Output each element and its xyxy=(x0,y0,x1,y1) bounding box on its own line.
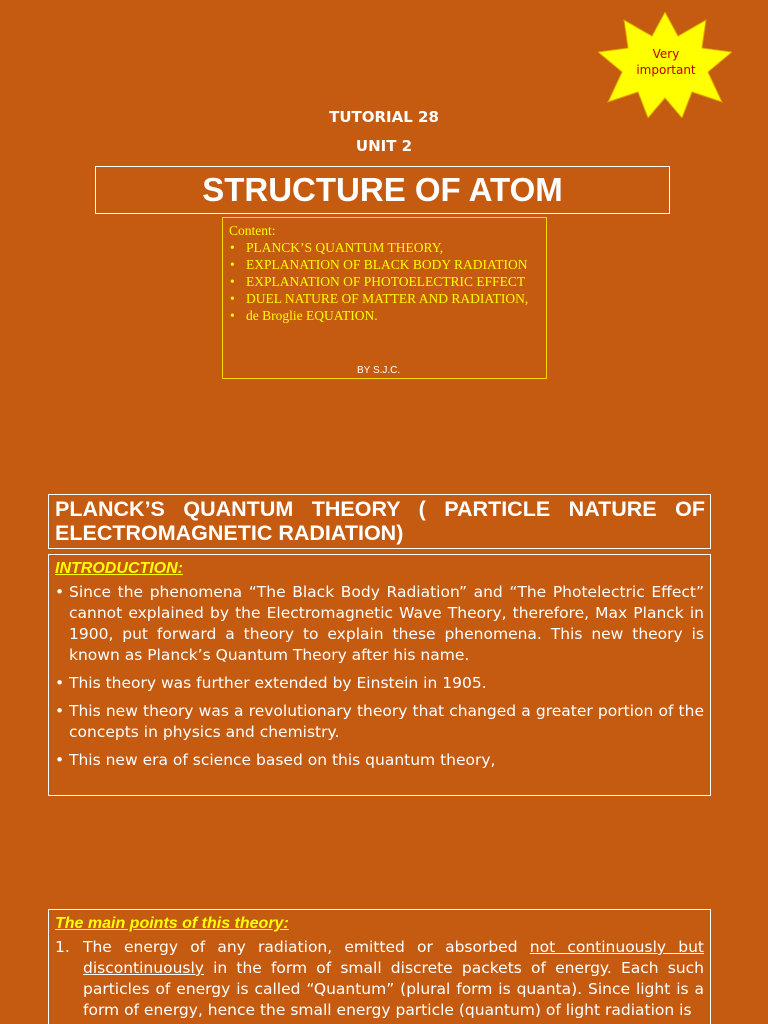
contents-item: • de Broglie EQUATION. xyxy=(229,307,540,324)
introduction-bullet: • This new theory was a revolutionary theory that changed a greater portion of the concepts in physics and chemistry. xyxy=(55,701,704,743)
introduction-box xyxy=(48,554,711,796)
contents-box xyxy=(222,217,547,379)
contents-item: • EXPLANATION OF BLACK BODY RADIATION xyxy=(229,256,540,273)
unit-number: UNIT 2 xyxy=(355,137,413,155)
main-point-text-start: The energy of any radiation, emitted or absorbed xyxy=(83,938,530,956)
contents-item: • DUEL NATURE OF MATTER AND RADIATION, xyxy=(229,290,540,307)
introduction-list xyxy=(55,582,704,771)
contents-item: • EXPLANATION OF PHOTOELECTRIC EFFECT xyxy=(229,273,540,290)
main-point-text-end: in the form of small discrete packets of energy. Each such particles of energy is called “Quantum” (plural form is quanta). Since light is a form of energy, hence the small energy particle (quantum) of light radiation is xyxy=(83,959,704,1019)
section-title: PLANCK’S QUANTUM THEORY ( PARTICLE NATURE OF ELECTROMAGNETIC RADIATION) xyxy=(48,494,711,549)
contents-item: • PLANCK’S QUANTUM THEORY, xyxy=(229,239,540,256)
introduction-bullet: • Since the phenomena “The Black Body Radiation” and “The Photelectric Effect” cannot explained by the Electromagnetic Wave Theory, therefore, Max Planck in 1900, put forward a theory to explain these phenomena. This new theory is known as Planck’s Quantum Theory after his name. xyxy=(55,582,704,666)
main-points-list xyxy=(55,937,704,1021)
main-points-box xyxy=(48,909,711,1024)
introduction-bullet: • This theory was further extended by Einstein in 1905. xyxy=(55,673,704,694)
contents-list xyxy=(229,239,540,324)
page-title: STRUCTURE OF ATOM xyxy=(95,166,670,214)
author-byline: BY S.J.C. xyxy=(357,365,401,376)
contents-label: Content: xyxy=(229,223,276,238)
introduction-bullet: • This new era of science based on this quantum theory, xyxy=(55,750,704,771)
main-point-underlined: not continuously but discontinuously xyxy=(83,938,704,977)
introduction-heading: INTRODUCTION: xyxy=(55,560,183,577)
tutorial-number: TUTORIAL 28 xyxy=(329,108,439,126)
very-important-label: Very important xyxy=(636,47,696,77)
main-point-item xyxy=(55,937,704,1021)
main-points-heading: The main points of this theory: xyxy=(55,915,289,932)
main-point-number: 1. xyxy=(55,938,70,956)
